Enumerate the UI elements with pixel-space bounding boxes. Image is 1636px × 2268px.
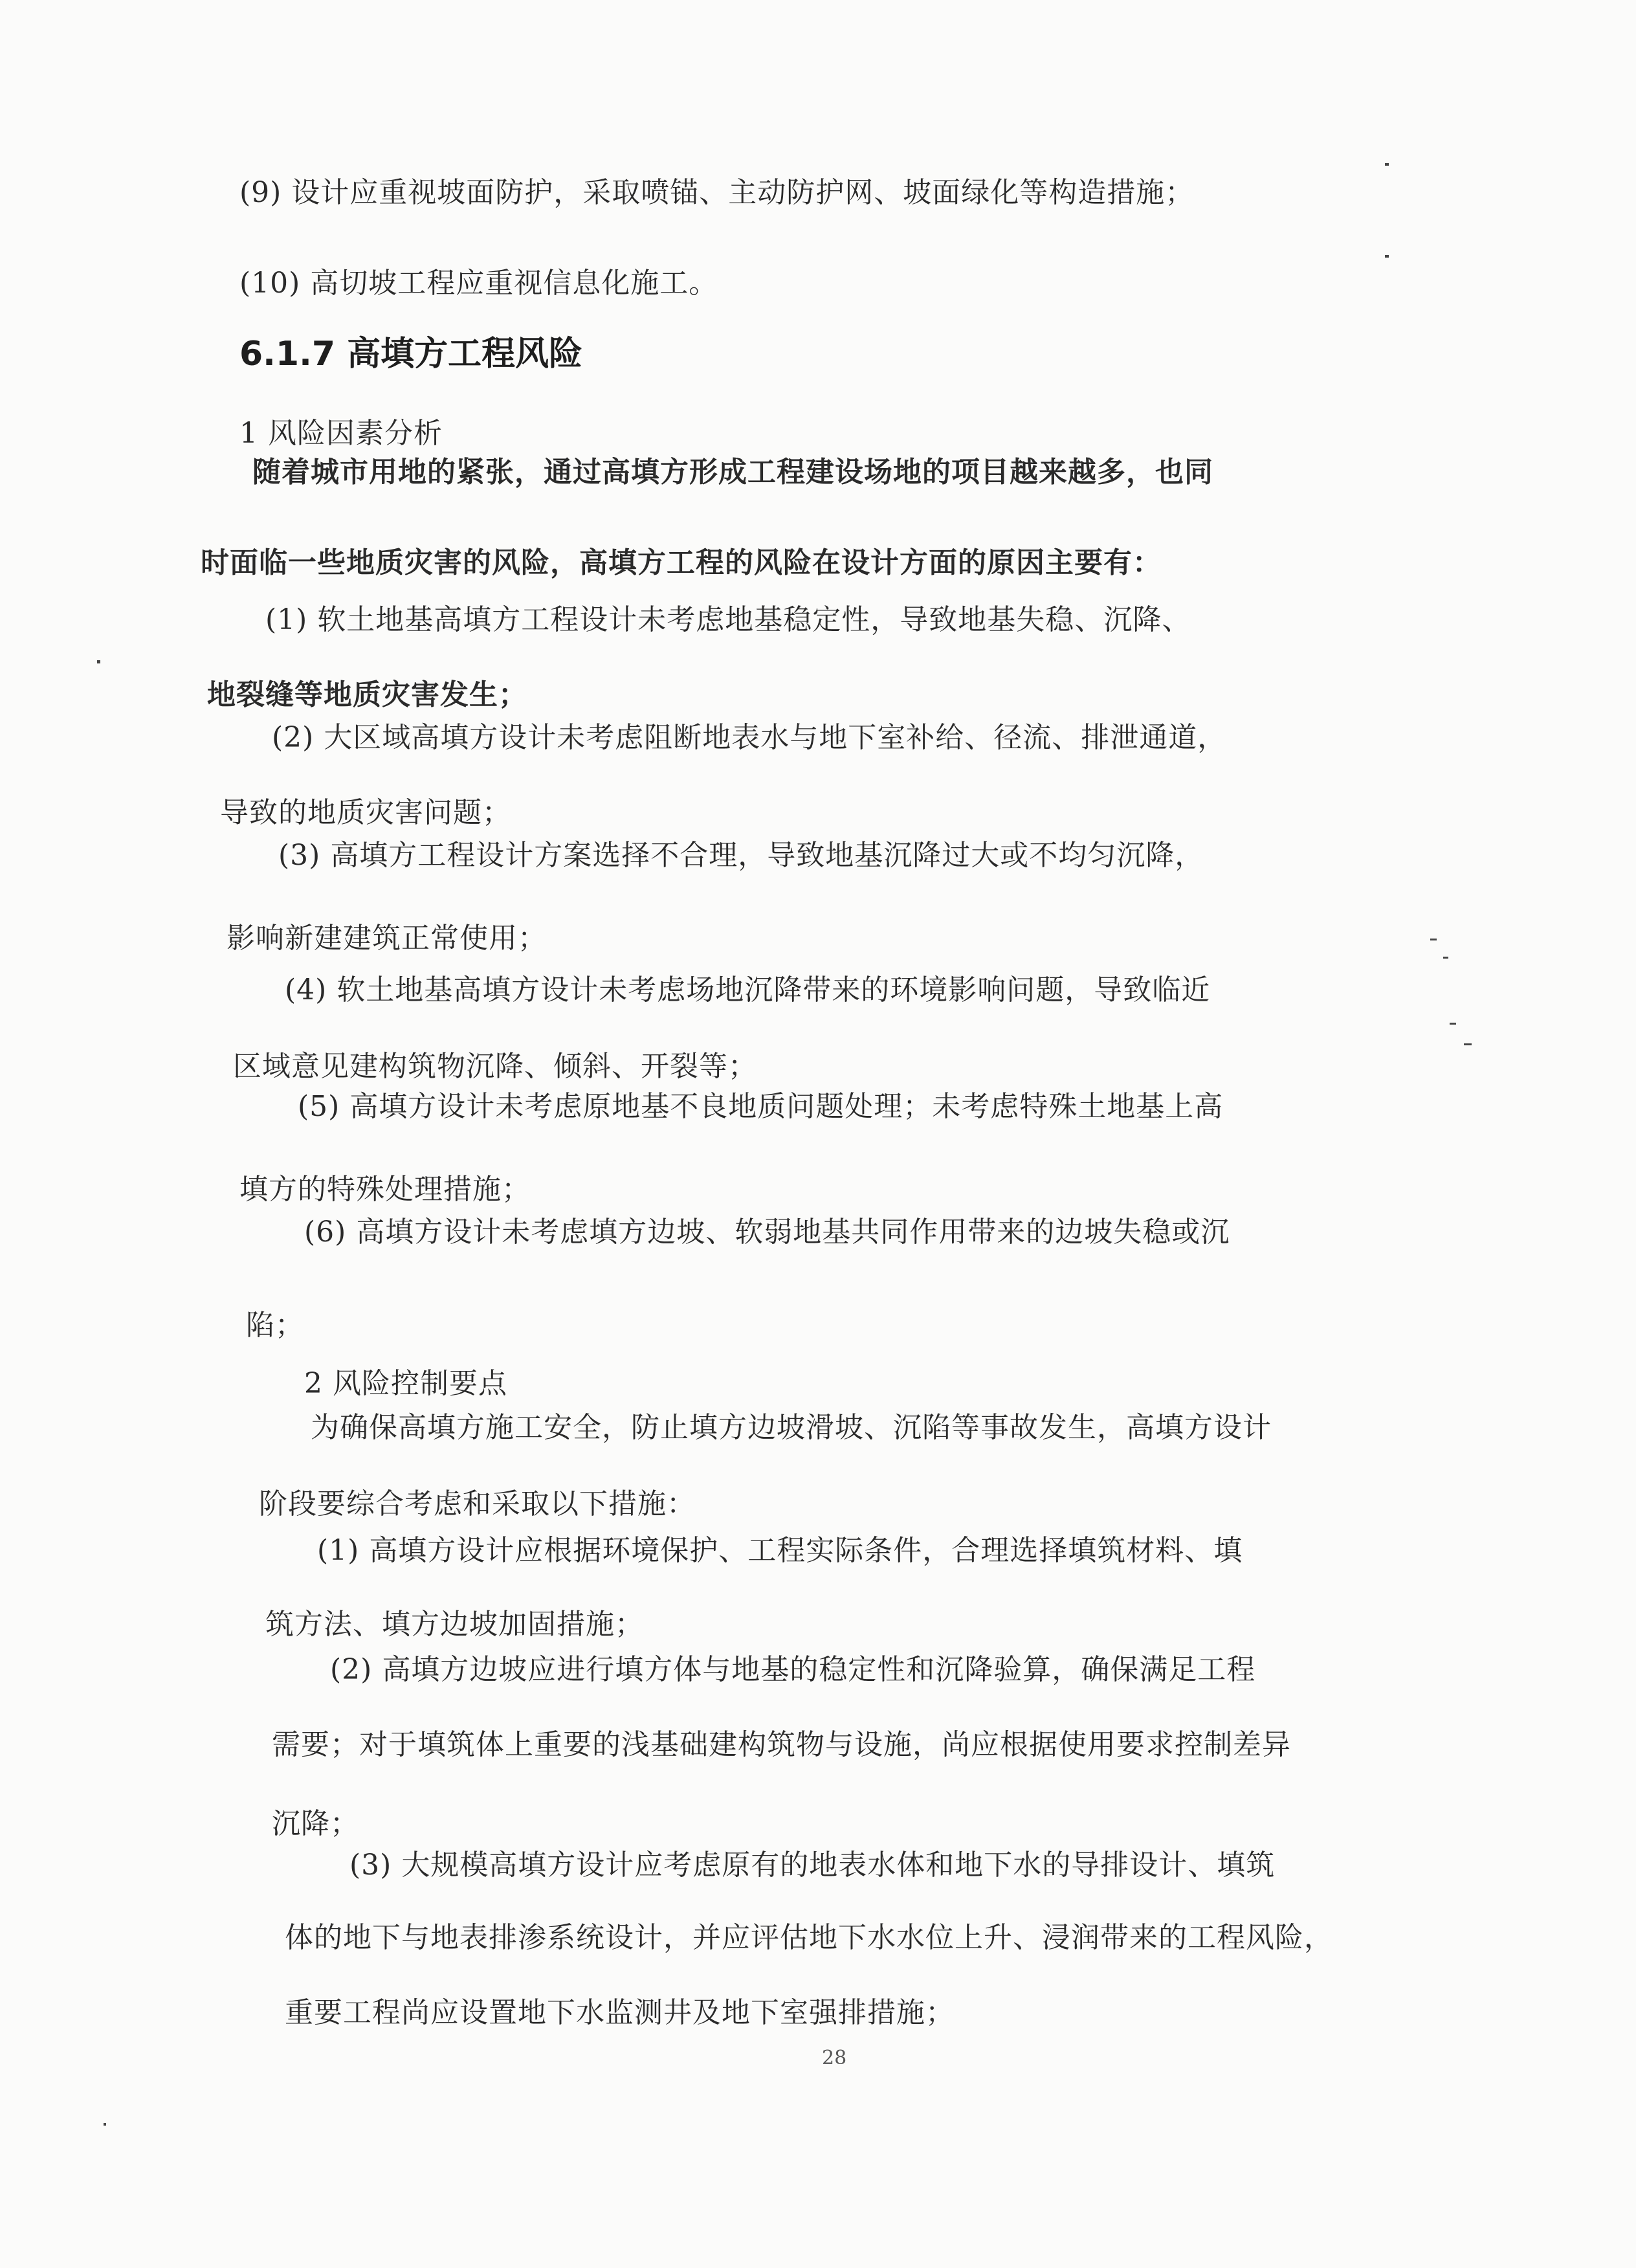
text-line: (1) 高填方设计应根据环境保护、工程实际条件，合理选择填筑材料、填: [317, 1534, 1243, 1567]
text-line: (3) 高填方工程设计方案选择不合理，导致地基沉降过大或不均匀沉降，: [278, 839, 1204, 872]
text-line: 随着城市用地的紧张，通过高填方形成工程建设场地的项目越来越多，也同: [252, 456, 1213, 489]
text-line: (6) 高填方设计未考虑填方边坡、软弱地基共同作用带来的边坡失稳或沉: [304, 1216, 1230, 1249]
text-line: (9) 设计应重视坡面防护，采取喷锚、主动防护网、坡面绿化等构造措施；: [239, 176, 1195, 209]
scan-speck: [1430, 939, 1437, 940]
scan-speck: [97, 660, 100, 663]
scan-speck: [104, 2123, 106, 2126]
scan-speck: [1450, 1023, 1456, 1025]
text-line: 导致的地质灾害问题；: [220, 796, 511, 829]
section-heading: 6.1.7 高填方工程风险: [239, 335, 583, 373]
text-line: 填方的特殊处理措施；: [239, 1173, 531, 1206]
scan-speck: [1385, 163, 1389, 166]
scan-speck: [1464, 1043, 1472, 1045]
text-line: 阶段要综合考虑和采取以下措施：: [259, 1487, 696, 1520]
text-line: 区域意见建构筑物沉降、倾斜、开裂等；: [233, 1050, 757, 1083]
text-line: 体的地下与地表排渗系统设计，并应评估地下水水位上升、浸润带来的工程风险，: [285, 1921, 1333, 1954]
text-line: 沉降；: [272, 1807, 359, 1840]
text-line: 地裂缝等地质灾害发生；: [207, 678, 527, 711]
text-line: (2) 高填方边坡应进行填方体与地基的稳定性和沉降验算，确保满足工程: [330, 1653, 1256, 1686]
text-line: (1) 软土地基高填方工程设计未考虑地基稳定性，导致地基失稳、沉降、: [265, 603, 1191, 636]
text-line: (10) 高切坡工程应重视信息化施工。: [239, 267, 718, 300]
text-line: 陷；: [246, 1309, 304, 1342]
subsection-heading: 2 风险控制要点: [304, 1367, 507, 1400]
text-line: (5) 高填方设计未考虑原地基不良地质问题处理；未考虑特殊土地基上高: [298, 1090, 1224, 1123]
text-line: 时面临一些地质灾害的风险，高填方工程的风险在设计方面的原因主要有：: [201, 546, 1162, 579]
text-line: (2) 大区域高填方设计未考虑阻断地表水与地下室补给、径流、排泄通道，: [272, 721, 1227, 754]
text-line: (4) 软土地基高填方设计未考虑场地沉降带来的环境影响问题，导致临近: [285, 973, 1211, 1006]
subsection-heading: 1 风险因素分析: [239, 417, 443, 450]
text-line: 影响新建建筑正常使用；: [227, 922, 547, 955]
text-line: 需要；对于填筑体上重要的浅基础建构筑物与设施，尚应根据使用要求控制差异: [272, 1728, 1291, 1761]
text-line: 筑方法、填方边坡加固措施；: [265, 1608, 644, 1641]
page-number: 28: [822, 2047, 847, 2069]
text-line: 为确保高填方施工安全，防止填方边坡滑坡、沉陷等事故发生，高填方设计: [311, 1411, 1272, 1444]
text-line: (3) 大规模高填方设计应考虑原有的地表水体和地下水的导排设计、填筑: [349, 1849, 1276, 1882]
scan-speck: [1385, 255, 1389, 258]
text-line: 重要工程尚应设置地下水监测井及地下室强排措施；: [285, 1996, 955, 2029]
scan-speck: [1443, 957, 1448, 959]
